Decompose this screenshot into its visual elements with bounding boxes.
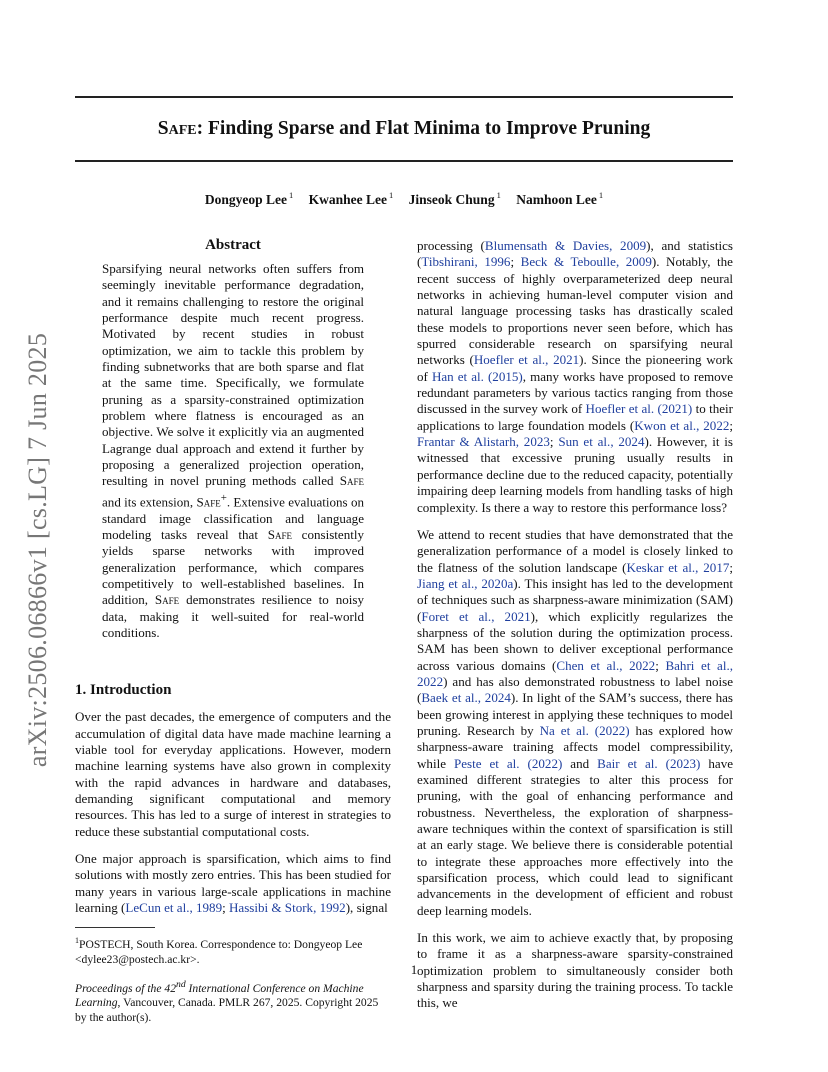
- footnote: $^1$POSTECH, South Korea. Correspondence to: Dongyeop Lee <dylee23@postech.ac.kr>.: [75, 936, 363, 967]
- intro-paragraph-2: One major approach is sparsification, which aims to find solutions with mostly zero entries. This has been studied for many years in various large-scale applications in machine learning (LeCun et al., 1989; Hassibi & Stork, 1992), signal: [75, 851, 391, 916]
- author-list: [75, 190, 733, 208]
- intro-paragraph-3: processing (Blumensath & Davies, 2009), and statistics (Tibshirani, 1996; Beck & Teboulle, 2009). Notably, the recent success of highly overparameterized deep neural networks in achieving human-level computer vision and natural language processing tasks has drastically scaled these models to proportions never seen before, which has spurred considerable research on sparsifying neural networks (Hoefler et al., 2021). Since the pioneering work of Han et al. (2015), many works have proposed to remove redundant parameters by various tactics ranging from those discussed in the survey work of Hoefler et al. (2021) to their applications to large foundation models (Kwon et al., 2022; Frantar & Alistarh, 2023; Sun et al., 2024). However, it is witnessed that excessive pruning usually results in performance decline due to the reduced capacity, potentially impairing deep learning models from handling tasks of high complexity. Is there a way to restore this performance loss?: [417, 238, 734, 515]
- right-column: [417, 238, 733, 1023]
- citation-link[interactable]: Han et al. (2015): [431, 368, 523, 384]
- citation-link[interactable]: Hassibi & Stork, 1992: [229, 900, 346, 916]
- citation-link[interactable]: Sun et al., 2024: [558, 434, 645, 450]
- title-text: : Finding Sparse and Flat Minima to Improve Pruning: [196, 118, 651, 139]
- citation-link[interactable]: Chen et al., 2022: [556, 657, 656, 673]
- intro-paragraph-1: Over the past decades, the emergence of computers and the accumulation of digital data have made machine learning a viable tool for everyday applications. However, modern machine learning systems have also grown in complexity with the rapid advances in hardware and databases, demanding significant computational and memory resources. This has led to a surge of interest in strategies to reduce these substantial computational costs.: [75, 709, 391, 839]
- citation-link[interactable]: Bahri et al., 2022: [417, 657, 733, 689]
- abstract-body: Sparsifying neural networks often suffers from seemingly inevitable performance degradation, and it remains challenging to restore the original performance despite much recent progress. Motivated by recent studies in robust optimization, we aim to tackle this problem by finding subnetworks that are both sparse and flat at the same time. Specifically, we formulate pruning as a sparsity-constrained optimization problem where flatness is encouraged as an objective. We solve it explicitly via an augmented Lagrange dual approach and extend it further by proposing a generalized projection operation, resulting in novel pruning methods called Safe and its extension, Safe+. Extensive evaluations on standard image classification and language modeling tasks reveal that Safe consistently yields sparse networks with improved generalization performance, which compares competitively to well-established baselines. In addition, Safe demonstrates resilience to noisy data, making it well-suited for real-world conditions.: [102, 261, 365, 640]
- footnote-rule: [75, 927, 155, 928]
- citation-link[interactable]: Bair et al. (2023): [597, 755, 701, 771]
- citation-link[interactable]: Tibshirani, 1996: [421, 254, 511, 270]
- intro-paragraph-5: In this work, we aim to achieve exactly that, by proposing to frame it as a sharpness-aware sparsity-constrained optimization problem to simultaneously consider both sharpness and sparsity during the training process. To tackle this, we: [417, 930, 733, 1011]
- author: Jinseok Chung $^1$: [408, 190, 501, 207]
- paper-title: [75, 118, 733, 140]
- citation-link[interactable]: Blumensath & Davies, 2009: [484, 238, 647, 253]
- citation-link[interactable]: Baek et al., 2024: [421, 690, 511, 706]
- arxiv-stamp: arXiv:2506.06866v1 [cs.LG] 7 Jun 2025: [23, 332, 52, 768]
- proceedings-note: Proceedings of the 42nd International Conference on Machine Learning, Vancouver, Canada. PMLR 267, 2025. Copyright 2025 by the author(s).: [75, 978, 379, 1025]
- section-heading-introduction: 1. Introduction: [75, 682, 172, 699]
- citation-link[interactable]: Foret et al., 2021: [421, 608, 531, 624]
- citation-link[interactable]: Na et al. (2022): [539, 722, 630, 738]
- top-rule: [75, 96, 733, 98]
- author: Dongyeop Lee $^1$: [204, 190, 294, 207]
- citation-link[interactable]: Peste et al. (2022): [453, 755, 563, 771]
- title-method-name: Safe: [157, 118, 197, 139]
- citation-link[interactable]: Jiang et al., 2020a: [417, 575, 514, 591]
- title-bottom-rule: [75, 160, 733, 162]
- citation-link[interactable]: LeCun et al., 1989: [125, 900, 223, 916]
- citation-link[interactable]: Hoefler et al., 2021: [473, 352, 580, 368]
- abstract-heading: Abstract: [205, 237, 261, 253]
- citation-link[interactable]: Beck & Teboulle, 2009: [520, 254, 652, 270]
- citation-link[interactable]: Frantar & Alistarh, 2023: [417, 434, 550, 450]
- citation-link[interactable]: Kwon et al., 2022: [634, 417, 730, 433]
- intro-paragraph-4: We attend to recent studies that have demonstrated that the generalization performance of a model is closely linked to the flatness of the solution landscape (Keskar et al., 2017; Jiang et al., 2020a). This insight has led to the development of techniques such as sharpness-aware minimization (SAM) (Foret et al., 2021), which explicitly regularizes the sharpness of the solution during the optimization process. SAM has been shown to deliver exceptional performance across various domains (Chen et al., 2022; Bahri et al., 2022) and has also demonstrated robustness to label noise (Baek et al., 2024). In light of the SAM’s success, there has been growing interest in applying these techniques to model pruning. Research by Na et al. (2022) has explored how sharpness-aware training affects model compressibility, while Peste et al. (2022) and Bair et al. (2023) have examined different strategies to alter this process for pruning, with the goal of enhancing performance and robustness. Nevertheless, the exploration of sharpness-aware techniques within the context of sparsification is still at an early stage. We believe there is considerable potential to integrate these approaches more effectively into the sparsification process, which could lead to significant advancements in the development of efficient and robust deep learning models.: [417, 526, 734, 918]
- citation-link[interactable]: Keskar et al., 2017: [626, 559, 730, 575]
- author: Namhoon Lee $^1$: [516, 190, 604, 207]
- author: Kwanhee Lee $^1$: [308, 190, 394, 207]
- citation-link[interactable]: Hoefler et al. (2021): [585, 401, 693, 417]
- left-column: [75, 236, 391, 1026]
- page-number: 1: [410, 962, 418, 977]
